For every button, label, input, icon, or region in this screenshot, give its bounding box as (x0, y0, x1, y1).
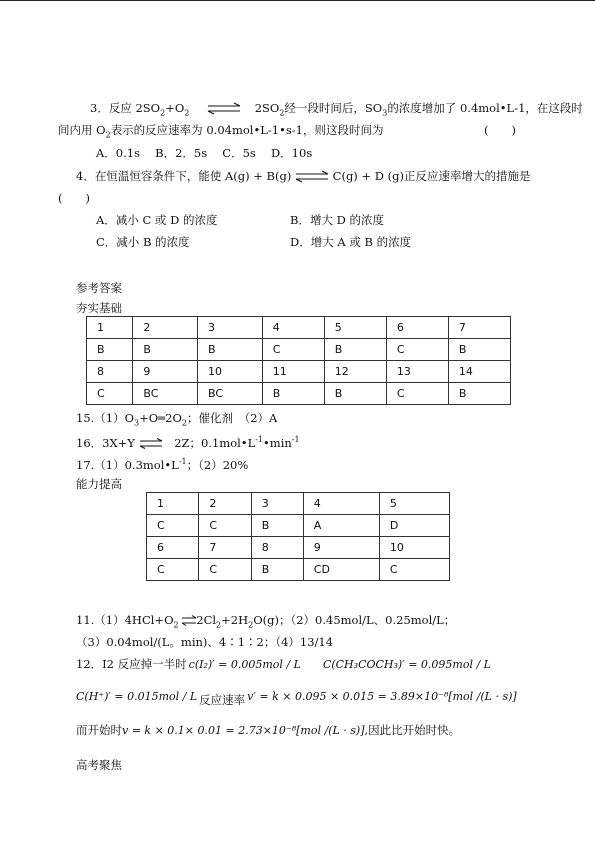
table-cell: 3 (198, 317, 263, 339)
table-cell: 3 (251, 493, 303, 515)
section-advanced-heading: 能力提高 (76, 477, 122, 491)
table-row (147, 515, 450, 537)
section-basic-heading: 夯实基础 (76, 301, 122, 315)
table-cell: C (147, 515, 199, 537)
q4-option-b: B．增大 D 的浓度 (290, 213, 384, 227)
table-cell: 6 (386, 317, 448, 339)
answers-heading: 参考答案 (76, 281, 122, 295)
table-cell: 5 (324, 317, 386, 339)
table-cell: C (87, 383, 133, 405)
q3-answer-paren: ( ) (484, 123, 516, 137)
answer-12-line2: C(H⁺)′ = 0.015mol / L 反应速率 v′ = k × 0.095 × 0.015 = 3.89×10⁻⁸[mol /(L · s)] (76, 690, 517, 707)
table-cell: B (448, 339, 510, 361)
table-cell: B (448, 383, 510, 405)
table-row (87, 339, 511, 361)
answer-table-advanced (146, 492, 450, 581)
q4-option-d: D．增大 A 或 B 的浓度 (290, 235, 412, 249)
q4-option-c: C．减小 B 的浓度 (96, 235, 190, 249)
q3-options: A．0.1s B．2．5s C．5s D．10s (96, 146, 313, 160)
table-cell: 6 (147, 537, 199, 559)
equilibrium-arrow-icon (207, 102, 241, 116)
table-cell: B (324, 339, 386, 361)
table-cell: 1 (87, 317, 133, 339)
table-row (87, 361, 511, 383)
q4-option-a: A．减小 C 或 D 的浓度 (96, 213, 218, 227)
table-cell: B (198, 339, 263, 361)
table-cell: C (386, 383, 448, 405)
q4-line2: ( ) (58, 191, 90, 205)
q4-line1: 4．在恒温恒容条件下，能使 A(g) + B(g) C(g) + D (g)正反应速率增大的措施是 (76, 169, 531, 183)
table-cell: 5 (379, 493, 449, 515)
table-cell: CD (303, 559, 379, 581)
section-exam-heading: 高考聚焦 (76, 758, 122, 772)
q3-line1: 3．反应 $2SO_2+O_2$ $2SO_2$经一段时间后，$SO_3$的浓度增加了 0.4mol•L-1，在这段时 (90, 101, 583, 118)
table-cell: 4 (262, 317, 324, 339)
table-cell: 11 (262, 361, 324, 383)
answer-15: $15.(1)O_3+O═2O_2$；催化剂 （2）A (76, 411, 278, 428)
answer-12-line3: 而开始时v = k × 0.1× 0.01 = 2.73×10⁻⁸[mol /(L · s)],因此比开始时快。 (76, 723, 461, 737)
table-cell: C (147, 559, 199, 581)
table-cell: 8 (87, 361, 133, 383)
table-cell: 1 (147, 493, 199, 515)
table-cell: B (262, 383, 324, 405)
table-cell: 10 (379, 537, 449, 559)
table-cell: 8 (251, 537, 303, 559)
table-cell: 13 (386, 361, 448, 383)
table-row (147, 559, 450, 581)
table-cell: 9 (303, 537, 379, 559)
table-cell: B (251, 559, 303, 581)
table-cell: 10 (198, 361, 263, 383)
answer-16: 16．3X+Y 2Z；$0.1mol•L^{-1}•\min^{-1}$ (76, 435, 300, 450)
table-cell: BC (198, 383, 263, 405)
equilibrium-arrow-icon (182, 615, 196, 627)
equilibrium-arrow-icon (295, 170, 329, 184)
answer-12-line1: 12．I2 反应掉一半时 c(I₂)′ = 0.005mol / L C(CH₃COCH₃)′ = 0.095mol / L (76, 657, 491, 671)
table-cell: C (262, 339, 324, 361)
table-cell: C (199, 515, 251, 537)
table-cell: B (324, 383, 386, 405)
table-cell: 14 (448, 361, 510, 383)
answer-11-line2: （3）0.04mol/(L。min)、4∶1∶2；（4）13/14 (76, 635, 334, 649)
table-cell: B (133, 339, 198, 361)
table-cell: 4 (303, 493, 379, 515)
answer-table-basic (86, 316, 511, 405)
table-cell: 7 (448, 317, 510, 339)
table-cell: C (199, 559, 251, 581)
table-cell: B (87, 339, 133, 361)
table-cell: B (251, 515, 303, 537)
table-cell: 7 (199, 537, 251, 559)
table-cell: C (386, 339, 448, 361)
answer-11-line1: $11.(1)4HCl+O_2$ $2Cl_2+2H_2O(g)$；（2）0.45mol/L、0.25mol/L； (76, 613, 456, 630)
table-cell: 12 (324, 361, 386, 383)
table-cell: 2 (199, 493, 251, 515)
table-row (147, 493, 450, 515)
table-row (87, 317, 511, 339)
table-row (147, 537, 450, 559)
table-row (87, 383, 511, 405)
table-cell: BC (133, 383, 198, 405)
table-cell: 2 (133, 317, 198, 339)
table-cell: D (379, 515, 449, 537)
answer-17: $17.(1)0.3mol•L^{-1}$；（2）20% (76, 457, 249, 472)
table-cell: C (379, 559, 449, 581)
table-cell: A (303, 515, 379, 537)
top-rule (0, 0, 595, 1)
equilibrium-arrow-icon (139, 438, 163, 450)
table-cell: 9 (133, 361, 198, 383)
q3-line2: 间内用 $O_2$表示的反应速率为 0.04mol•L-1•s-1，则这段时间为 (58, 123, 384, 140)
